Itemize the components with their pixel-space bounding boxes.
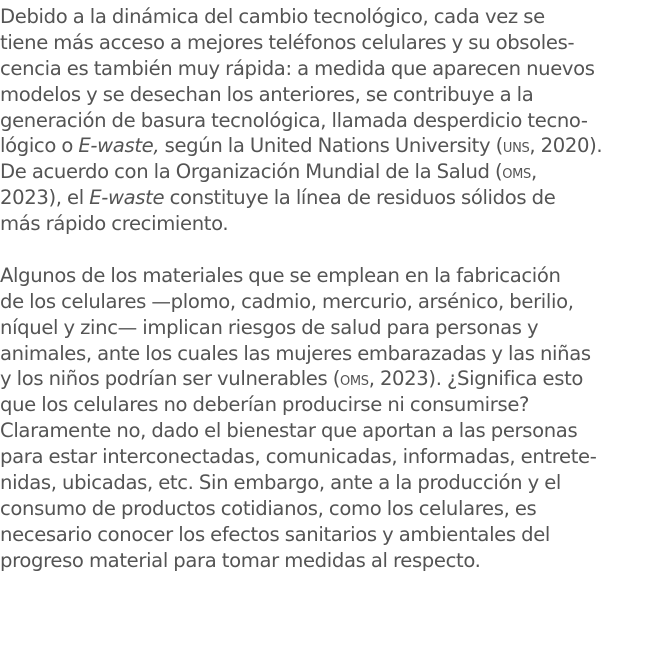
italic-term: E-waste bbox=[89, 186, 165, 210]
text-line: níquel y zinc— implican riesgos de salud para personas y bbox=[0, 315, 539, 339]
text-line bbox=[0, 133, 655, 159]
text-line: cencia es también muy rápida: a medida que aparecen nuevos bbox=[0, 56, 595, 80]
text-line: nidas, ubicadas, etc. Sin embargo, ante a la producción y el bbox=[0, 471, 561, 495]
citation-acronym: uns bbox=[502, 136, 530, 158]
text-line bbox=[0, 159, 655, 185]
text-line bbox=[0, 185, 655, 211]
text-line: consumo de productos cotidianos, como los celulares, es bbox=[0, 496, 537, 520]
citation-acronym: oms bbox=[502, 162, 531, 184]
text-line: necesario conocer los efectos sanitarios y ambientales del bbox=[0, 522, 550, 546]
text-run: , 2020). bbox=[529, 134, 603, 158]
text-run: lógico o bbox=[0, 134, 79, 158]
text-line: Debido a la dinámica del cambio tecnológico, cada vez se bbox=[0, 5, 545, 28]
text-line: animales, ante los cuales las mujeres embarazadas y las niñas bbox=[0, 341, 591, 365]
text-line: modelos y se desechan los anteriores, se contribuye a la bbox=[0, 82, 534, 106]
text-run: , 2023). ¿Significa esto bbox=[368, 367, 584, 391]
text-line bbox=[0, 366, 655, 392]
text-run: De acuerdo con la Organización Mundial de la Salud ( bbox=[0, 160, 503, 184]
text-run: constituye la línea de residuos sólidos de bbox=[164, 186, 556, 210]
text-line: tiene más acceso a mejores teléfonos celulares y su obsoles- bbox=[0, 30, 575, 54]
text-line: que los celulares no deberían producirse ni consumirse? bbox=[0, 393, 530, 417]
citation-acronym: oms bbox=[340, 369, 369, 391]
text-line: Claramente no, dado el bienestar que aportan a las personas bbox=[0, 419, 578, 443]
text-run: 2023), el bbox=[0, 186, 90, 210]
paragraph-1 bbox=[0, 4, 655, 237]
text-line: progreso material para tomar medidas al respecto. bbox=[0, 548, 481, 572]
paragraph-gap bbox=[0, 237, 655, 263]
text-line: para estar interconectadas, comunicadas, informadas, entrete- bbox=[0, 445, 597, 469]
text-line: de los celulares —plomo, cadmio, mercurio, arsénico, berilio, bbox=[0, 289, 574, 313]
text-line: generación de basura tecnológica, llamada desperdicio tecno- bbox=[0, 108, 588, 132]
text-line: más rápido crecimiento. bbox=[0, 212, 229, 236]
text-line: Algunos de los materiales que se emplean en la fabricación bbox=[0, 263, 561, 287]
italic-term: E-waste, bbox=[78, 134, 160, 158]
text-run: , bbox=[530, 160, 537, 184]
paragraph-2 bbox=[0, 263, 655, 574]
text-run: según la United Nations University ( bbox=[159, 134, 503, 158]
text-run: y los niños podrían ser vulnerables ( bbox=[0, 367, 341, 391]
document-body bbox=[0, 4, 655, 574]
